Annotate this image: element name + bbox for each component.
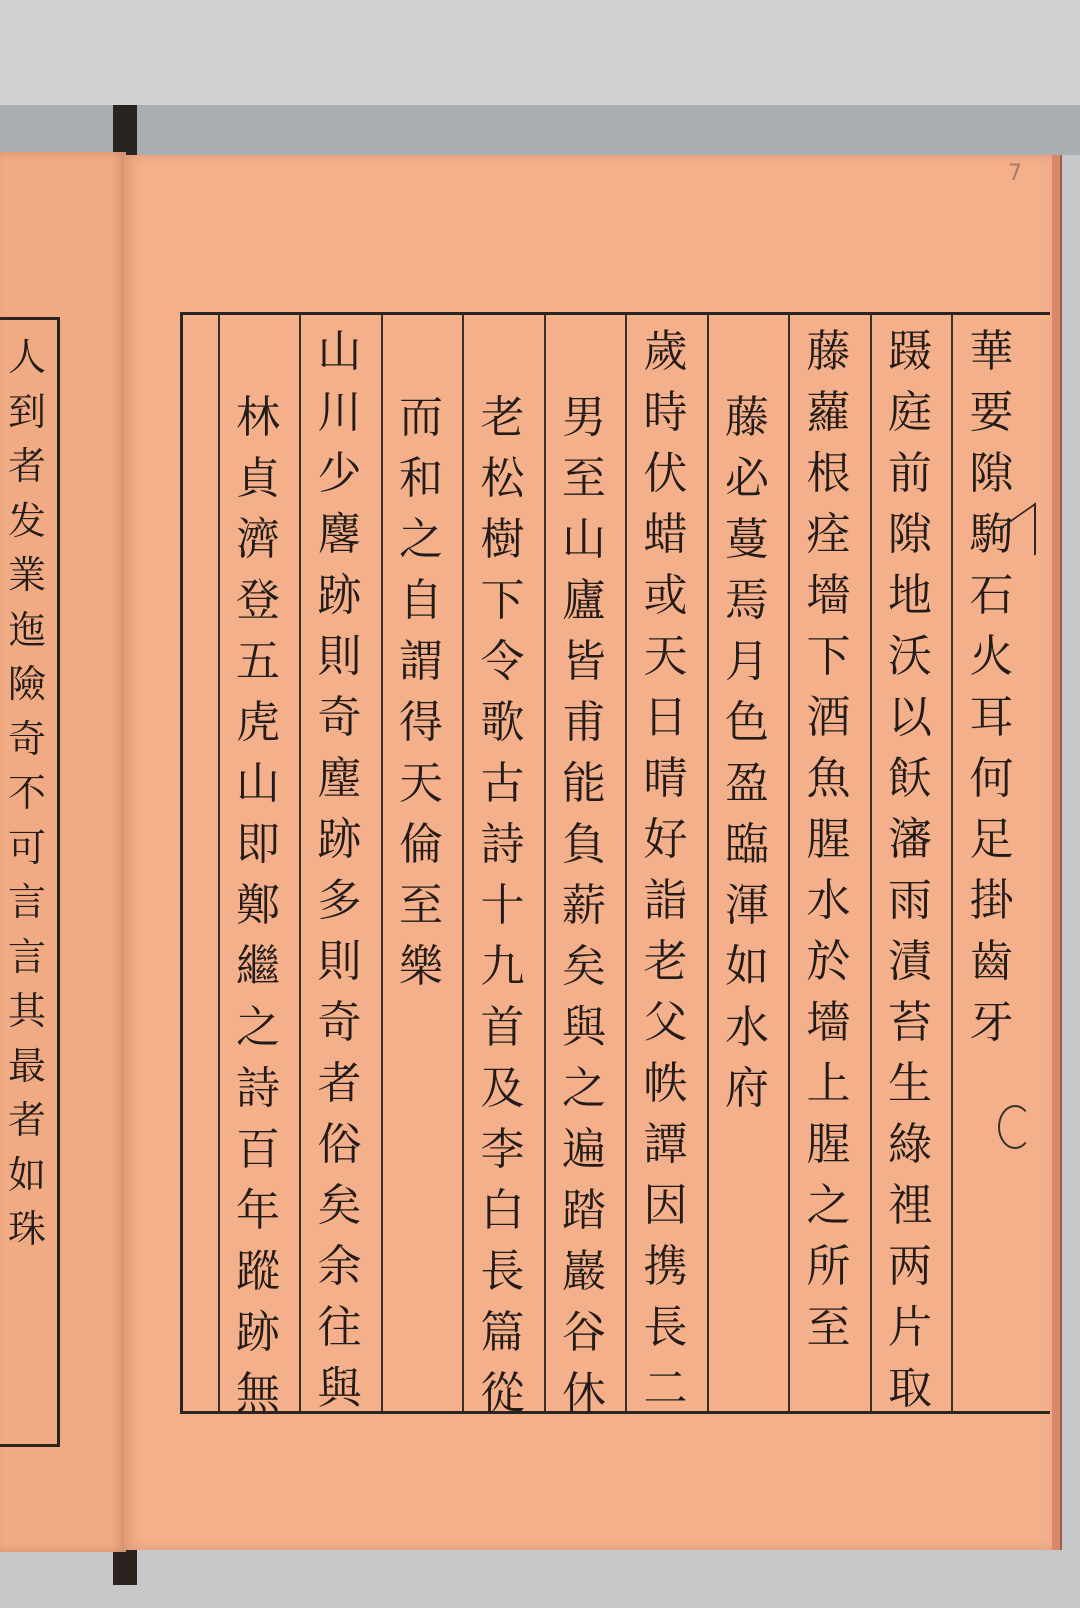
text-char: 前 [888, 448, 932, 499]
text-char: 魚 [806, 753, 851, 804]
text-char: 休 [562, 1368, 606, 1419]
text-char: 藤 [806, 326, 851, 377]
left-page-char: 險 [7, 662, 46, 706]
text-char: 瀋 [888, 814, 932, 865]
text-char: 九 [480, 941, 525, 992]
text-char: 月 [725, 636, 769, 687]
text-char: 山 [236, 758, 280, 809]
text-char: 天 [399, 758, 443, 809]
text-char: 松 [480, 453, 525, 504]
text-char: 伏 [643, 448, 688, 499]
text-char: 樹 [480, 514, 525, 565]
text-char: 或 [643, 570, 688, 621]
text-char: 山 [562, 514, 606, 565]
text-char: 長 [480, 1246, 525, 1297]
text-char: 根 [806, 448, 851, 499]
text-char: 掛 [969, 875, 1014, 926]
text-char: 所 [806, 1241, 851, 1292]
text-char: 蹑 [888, 326, 932, 377]
text-char: 取 [888, 1363, 932, 1414]
text-char: 林 [236, 392, 280, 443]
text-char: 下 [806, 631, 851, 682]
text-char: 巖 [562, 1246, 606, 1297]
text-char: 隙 [969, 448, 1014, 499]
text-char: 首 [480, 1002, 525, 1053]
text-char: 山 [317, 326, 362, 377]
text-char: 負 [562, 819, 606, 870]
text-char: 生 [888, 1058, 932, 1109]
text-char: 少 [317, 448, 362, 499]
text-char: 令 [480, 636, 525, 687]
text-char: 與 [562, 1002, 606, 1053]
text-char: 何 [969, 753, 1014, 804]
text-column [788, 315, 867, 1411]
text-char: 奇 [317, 997, 362, 1048]
text-char: 如 [725, 941, 769, 992]
text-column [544, 315, 623, 1419]
text-char: 片 [888, 1302, 932, 1353]
text-char: 李 [480, 1124, 525, 1175]
text-char: 老 [480, 392, 525, 443]
text-char: 苔 [888, 997, 932, 1048]
text-char: 日 [643, 692, 688, 743]
text-char: 渾 [725, 880, 769, 931]
text-char: 腥 [806, 814, 851, 865]
text-char: 雨 [888, 875, 932, 926]
text-char: 痊 [806, 509, 851, 560]
left-page-frame [0, 317, 60, 1447]
text-char: 蔓 [725, 514, 769, 565]
text-char: 得 [399, 697, 443, 748]
left-page-char: 迤 [7, 607, 46, 652]
text-char: 駒 [969, 509, 1014, 560]
left-page-column [0, 330, 54, 1440]
text-char: 石 [969, 570, 1014, 621]
text-column [707, 315, 786, 1411]
text-char: 繼 [236, 941, 280, 992]
text-char: 倫 [399, 819, 443, 870]
text-char: 俗 [317, 1119, 362, 1170]
text-char: 府 [725, 1063, 769, 1114]
text-char: 两 [888, 1241, 932, 1292]
text-char: 晴 [643, 753, 688, 804]
text-column [218, 315, 297, 1419]
text-char: 則 [317, 631, 362, 682]
left-page-char: 其 [7, 989, 46, 1033]
text-char: 能 [562, 758, 606, 809]
text-char: 廬 [562, 575, 606, 626]
left-page-char: 奇 [7, 716, 46, 761]
text-char: 腥 [806, 1119, 851, 1170]
text-char: 貞 [236, 453, 280, 504]
text-char: 男 [562, 392, 606, 443]
text-char: 谷 [562, 1307, 606, 1358]
text-char: 余 [317, 1241, 362, 1292]
text-char: 遍 [562, 1124, 606, 1175]
text-char: 帙 [643, 1058, 688, 1109]
text-char: 多 [317, 875, 362, 926]
text-char: 詣 [643, 875, 688, 926]
text-char: 詩 [236, 1063, 280, 1114]
text-frame [180, 312, 1050, 1419]
text-char: 奇 [317, 692, 362, 743]
text-char: 因 [643, 1180, 688, 1231]
left-page-char: 者 [7, 444, 46, 488]
left-page [0, 152, 126, 1552]
text-char: 下 [480, 575, 525, 626]
text-char: 沃 [888, 631, 932, 682]
text-char: 篇 [480, 1307, 525, 1358]
text-char: 謂 [399, 636, 443, 687]
text-char: 至 [562, 453, 606, 504]
text-char: 蘿 [806, 387, 851, 438]
text-char: 飫 [888, 753, 932, 804]
text-char: 薪 [562, 880, 606, 931]
left-page-char: 言 [7, 934, 46, 979]
text-char: 長 [643, 1302, 688, 1353]
text-char: 以 [888, 692, 932, 743]
text-char: 及 [480, 1063, 525, 1114]
text-char: 藤 [725, 392, 769, 443]
left-page-char: 到 [7, 389, 46, 434]
text-char: 無 [236, 1368, 280, 1419]
text-char: 古 [480, 758, 525, 809]
text-column [951, 315, 1030, 1411]
text-char: 焉 [725, 575, 769, 626]
left-page-char: 如 [7, 1152, 46, 1197]
text-char: 之 [399, 514, 443, 565]
text-char: 華 [969, 326, 1014, 377]
text-char: 矣 [317, 1180, 362, 1231]
text-char: 上 [806, 1058, 851, 1109]
text-char: 墻 [806, 997, 851, 1048]
text-char: 於 [806, 936, 851, 987]
text-char: 臨 [725, 819, 769, 870]
text-char: 之 [562, 1063, 606, 1114]
text-char: 譚 [643, 1119, 688, 1170]
text-char: 水 [806, 875, 851, 926]
text-char: 百 [236, 1124, 280, 1175]
left-page-char: 珠 [7, 1207, 46, 1251]
text-char: 蜡 [643, 509, 688, 560]
text-char: 父 [643, 997, 688, 1048]
text-char: 登 [236, 575, 280, 626]
text-char: 至 [806, 1302, 851, 1353]
text-char: 老 [643, 936, 688, 987]
page-mark: 7 [1008, 161, 1022, 186]
left-page-char: 不 [7, 771, 46, 815]
text-column [381, 315, 460, 1411]
scan-background [0, 0, 1080, 105]
text-char: 二 [643, 1363, 688, 1414]
text-char: 之 [806, 1180, 851, 1231]
scan-background-band [0, 105, 1080, 155]
left-page-char: 業 [7, 553, 46, 597]
text-char: 綠 [888, 1119, 932, 1170]
text-char: 則 [317, 936, 362, 987]
text-char: 鄭 [236, 880, 280, 931]
text-char: 往 [317, 1302, 362, 1353]
left-page-char: 可 [7, 825, 46, 870]
text-char: 和 [399, 453, 443, 504]
text-column [462, 315, 541, 1419]
text-char: 者 [317, 1058, 362, 1109]
left-page-char: 最 [7, 1043, 46, 1088]
text-char: 時 [643, 387, 688, 438]
text-char: 齒 [969, 936, 1014, 987]
text-char: 歌 [480, 697, 525, 748]
text-char: 好 [643, 814, 688, 865]
text-char: 從 [480, 1368, 525, 1419]
circle-mark [998, 1105, 1032, 1149]
text-char: 之 [236, 1002, 280, 1053]
text-char: 踏 [562, 1185, 606, 1236]
text-char: 麈 [317, 753, 362, 804]
text-char: 耳 [969, 692, 1014, 743]
text-char: 白 [480, 1185, 525, 1236]
text-char: 矣 [562, 941, 606, 992]
text-char: 蹤 [236, 1246, 280, 1297]
text-char: 年 [236, 1185, 280, 1236]
text-char: 火 [969, 631, 1014, 682]
text-char: 漬 [888, 936, 932, 987]
text-char: 跡 [236, 1307, 280, 1358]
text-char: 與 [317, 1363, 362, 1414]
text-char: 樂 [399, 941, 443, 992]
text-char: 自 [399, 575, 443, 626]
text-column [625, 315, 704, 1414]
text-char: 歲 [643, 326, 688, 377]
text-char: 隙 [888, 509, 932, 560]
scan-background-bottom [0, 1585, 1080, 1608]
text-char: 地 [888, 570, 932, 621]
text-char: 携 [643, 1241, 688, 1292]
text-char: 水 [725, 1002, 769, 1053]
text-char: 盈 [725, 758, 769, 809]
left-page-char: 发 [7, 498, 46, 543]
text-char: 川 [317, 387, 362, 438]
text-column [299, 315, 378, 1414]
text-char: 甫 [562, 697, 606, 748]
text-char: 墻 [806, 570, 851, 621]
text-char: 至 [399, 880, 443, 931]
text-char: 天 [643, 631, 688, 682]
text-char: 即 [236, 819, 280, 870]
text-char: 酒 [806, 692, 851, 743]
left-page-char: 人 [7, 335, 46, 379]
text-char: 足 [969, 814, 1014, 865]
text-char: 庭 [888, 387, 932, 438]
text-char: 十 [480, 880, 525, 931]
text-char: 牙 [969, 997, 1014, 1048]
text-char: 麐 [317, 509, 362, 560]
text-char: 虎 [236, 697, 280, 748]
right-page [124, 155, 1060, 1550]
left-page-char: 言 [7, 880, 46, 924]
left-page-char: 者 [7, 1098, 46, 1142]
text-char: 詩 [480, 819, 525, 870]
text-char: 𥚃 [888, 1180, 932, 1231]
text-char: 跡 [317, 814, 362, 865]
text-char: 而 [399, 392, 443, 443]
text-char: 濟 [236, 514, 280, 565]
text-char: 皆 [562, 636, 606, 687]
text-column [870, 315, 949, 1414]
text-char: 色 [725, 697, 769, 748]
text-char: 必 [725, 453, 769, 504]
text-char: 五 [236, 636, 280, 687]
text-char: 跡 [317, 570, 362, 621]
text-char: 要 [969, 387, 1014, 438]
